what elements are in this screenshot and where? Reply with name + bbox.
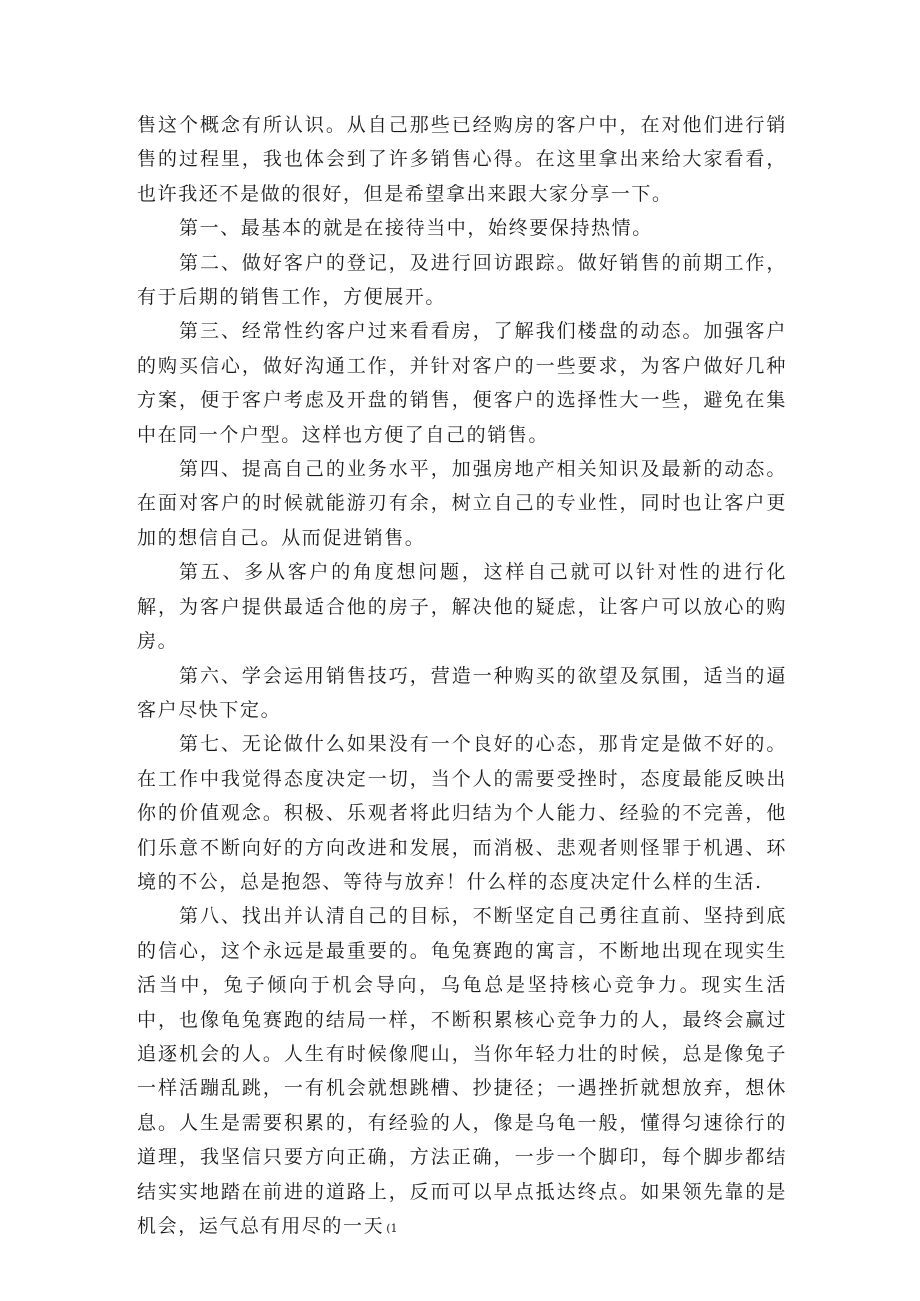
paragraph-point-8 [137, 899, 787, 1246]
paragraph-point-3: 第三、经常性约客户过来看看房，了解我们楼盘的动态。加强客户的购买信心，做好沟通工作，并针对客户的一些要求，为客户做好几种方案，便于客户考虑及开盘的销售，便客户的选择性大一些，避免在集中在同一个户型。这样也方便了自己的销售。 [137, 320, 787, 446]
paragraph-point-1: 第一、最基本的就是在接待当中，始终要保持热情。 [179, 217, 653, 240]
paragraph-point-7: 第七、无论做什么如果没有一个良好的心态，那肯定是做不好的。在工作中我觉得态度决定一切，当个人的需要受挫时，态度最能反映出你的价值观念。积极、乐观者将此归结为个人能力、经验的不完善，他们乐意不断向好的方向改进和发展，而消极、悲观者则怪罪于机遇、环境的不公，总是抱怨、等待与放弃！什么样的态度决定什么样的生活. [137, 733, 787, 893]
paragraph-point-8-text: 第八、找出并认清自己的目标，不断坚定自己勇往直前、坚持到底的信心，这个永远是最重要的。龟兔赛跑的寓言，不断地出现在现实生活当中，兔子倾向于机会导向，乌龟总是坚持核心竞争力。现实生活中，也像龟兔赛跑的结局一样，不断积累核心竞争力的人，最终会赢过追逐机会的人。人生有时候像爬山，当你年轻力壮的时候，总是像兔子一样活蹦乱跳，一有机会就想跳槽、抄捷径；一遇挫折就想放弃，想休息。人生是需要积累的，有经验的人，像是乌龟一般，懂得匀速徐行的道理，我坚信只要方向正确，方法正确，一步一个脚印，每个脚步都结结实实地踏在前进的道路上，反而可以早点抵达终点。如果领先靠的是机会，运气总有用尽的一天 [137, 905, 787, 1237]
paragraph-point-5: 第五、多从客户的角度想问题，这样自己就可以针对性的进行化解，为客户提供最适合他的房子，解决他的疑虑，让客户可以放心的购房。 [137, 561, 787, 653]
paragraph-point-6: 第六、学会运用销售技巧，营造一种购买的欲望及氛围，适当的逼客户尽快下定。 [137, 664, 787, 721]
document-body [137, 108, 787, 1246]
paragraph-point-4: 第四、提高自己的业务水平，加强房地产相关知识及最新的动态。在面对客户的时候就能游刃有余，树立自己的专业性，同时也让客户更加的想信自己。从而促进销售。 [137, 458, 787, 549]
paragraph-intro: 售这个概念有所认识。从自己那些已经购房的客户中，在对他们进行销售的过程里，我也体会到了许多销售心得。在这里拿出来给大家看看，也许我还不是做的很好，但是希望拿出来跟大家分享一下。 [137, 114, 787, 205]
truncated-tail-mark: (1 [386, 1222, 398, 1235]
paragraph-point-2: 第二、做好客户的登记，及进行回访跟踪。做好销售的前期工作，有于后期的销售工作，方便展开。 [137, 251, 787, 309]
